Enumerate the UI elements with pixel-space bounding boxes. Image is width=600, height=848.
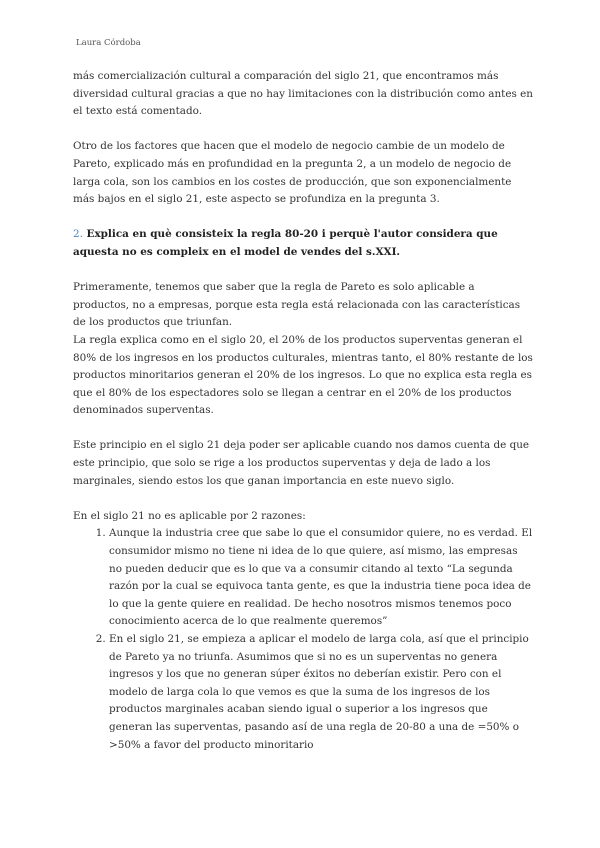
paragraph-6: En el siglo 21 no es aplicable por 2 razones:	[73, 509, 306, 522]
paragraph-1: más comercialización cultural a comparación del siglo 21, que encontramos más diversidad cultural gracias a que no hay limitaciones con la distribución como antes en el texto está comentado.	[73, 70, 533, 118]
paragraph-3: Primeramente, tenemos que saber que la regla de Pareto es solo aplicable a productos, no a empresas, porque esta regla está relacionada con las características de los productos que triunfan.	[73, 281, 521, 329]
paragraph-5: Este principio en el siglo 21 deja poder ser aplicable cuando nos damos cuenta de que este principio, que solo se rige a los productos superventas y deja de lado a los marginales, siendo estos los que ganan importancia en este nuevo siglo.	[73, 439, 530, 487]
page-header-author: Laura Córdoba	[76, 38, 141, 48]
heading-text: Explica en què consisteix la regla 80-20 i perquè l'autor considera que aquesta no es compleix en el model de vendes del s.XXI.	[73, 228, 498, 258]
list-item: 2. En el siglo 21, se empieza a aplicar el modelo de larga cola, así que el principio de Pareto ya no triunfa. Asumimos que si no es un superventas no genera ingresos y los que no generan súper éxitos no deberían existir. Pero con el modelo de larga cola lo que vemos es que la suma de los ingresos de los productos marginales acaban siendo igual o superior a los ingresos que generan las superventas, pasando así de una regla de 20-80 a una de =50% o >50% a favor del producto minoritario	[109, 631, 533, 754]
paragraph-2: Otro de los factores que hacen que el modelo de negocio cambie de un modelo de Pareto, explicado más en profundidad en la pregunta 2, a un modelo de negocio de larga cola, son los cambios en los costes de producción, que son exponencialmente más bajos en el siglo 21, este aspecto se profundiza en la pregunta 3.	[73, 140, 512, 206]
paragraph-4: La regla explica como en el siglo 20, el 20% de los productos superventas generan el 80% de los ingresos en los productos culturales, mientras tanto, el 80% restante de los productos minoritarios generan el 20% de los ingresos. Lo que no explica esta regla es que el 80% de los espectadores solo se llegan a centrar en el 20% de los productos denominados superventas.	[73, 333, 533, 417]
document-body	[73, 68, 533, 754]
heading-number: 2.	[73, 228, 83, 241]
list-item: 1. Aunque la industria cree que sabe lo que el consumidor quiere, no es verdad. El consumidor mismo no tiene ni idea de lo que quiere, así mismo, las empresas no pueden deducir que es lo que va a consumir citando al texto “La segunda razón por la cual se equivoca tanta gente, es que la industria tiene poca idea de lo que la gente quiere en realidad. De hecho nosotros mismos tenemos poco conocimiento acerca de lo que realmente queremos”	[109, 525, 533, 631]
reasons-list	[73, 525, 533, 754]
section-heading	[73, 226, 533, 261]
